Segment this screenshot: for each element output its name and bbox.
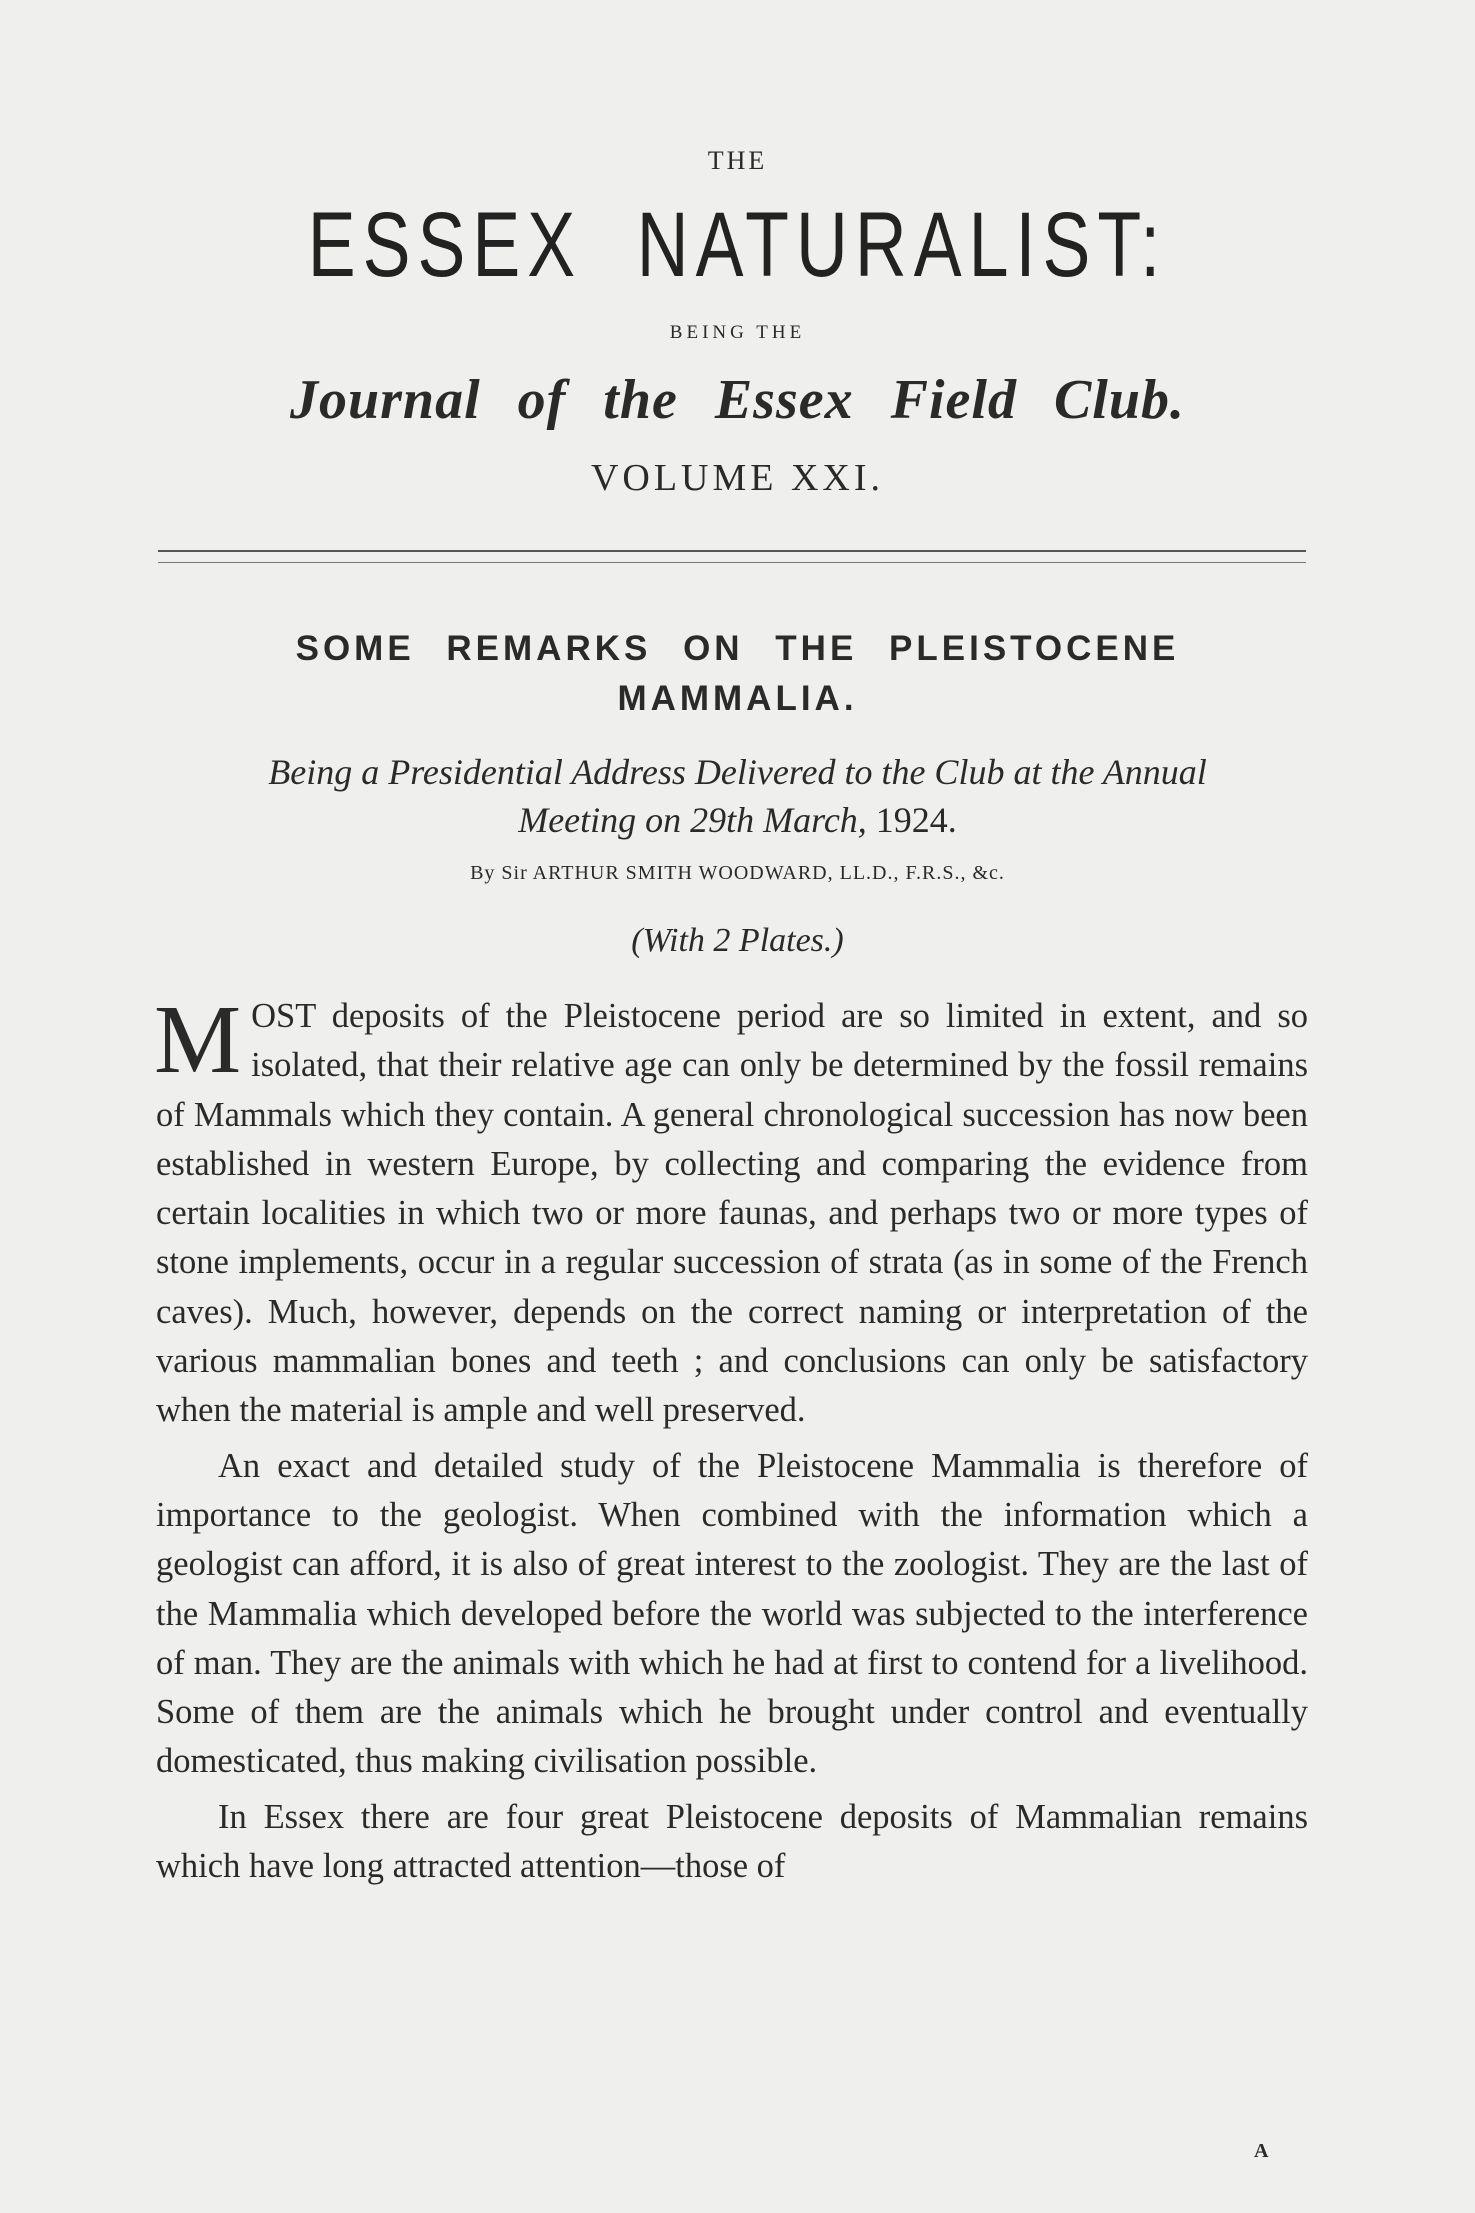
paragraph-1: [154, 986, 1308, 1436]
masthead-title-word2: NATURALIST: [636, 194, 1141, 296]
article-subtitle-line2-a: Meeting on 29th March,: [518, 800, 867, 840]
article-title: [140, 624, 1335, 724]
article-byline: By Sir ARTHUR SMITH WOODWARD, LL.D., F.R.S., &c.: [470, 862, 1005, 884]
article-plates-note: (With 2 Plates.): [631, 922, 844, 959]
masthead-volume: VOLUME XXI.: [590, 457, 885, 499]
masthead-being-the: BEING THE: [669, 322, 806, 343]
paragraph-1-text: OST deposits of the Pleistocene period are so limited in extent, and so isolated, that their relative age can only be determined by the fossil remains of Mammals which they contain. A general chronological succession has now been established in western Europe, by collecting and comparing the evidence from certain localities in which two or more faunas, and perhaps two or more types of stone implements, occur in a regular succession of strata (as in some of the French caves). Much, however, depends on the correct naming or interpretation of the various mammalian bones and teeth ; and conclusions can only be satisfactory when the material is ample and well preserved.: [156, 997, 1308, 1430]
masthead-rule-top: [158, 550, 1306, 552]
masthead-title: [162, 190, 1313, 300]
article-body: [154, 986, 1308, 1891]
masthead-journal-name: Journal of the Essex Field Club.: [289, 369, 1186, 431]
masthead-rule-bottom: [158, 562, 1306, 563]
article-title-line2: MAMMALIA.: [617, 679, 858, 718]
article-title-line1: SOME REMARKS ON THE PLEISTOCENE: [295, 629, 1180, 668]
signature-mark: A: [1254, 2140, 1269, 2162]
article-subtitle: [140, 748, 1335, 844]
paragraph-3: In Essex there are four great Pleistocene deposits of Mammalian remains which have long attracted attention—those of: [156, 1797, 1308, 1886]
masthead-the: THE: [707, 146, 768, 175]
masthead-title-punct: :: [1140, 194, 1168, 296]
masthead-title-word1: ESSEX: [307, 194, 583, 296]
paragraph-2: An exact and detailed study of the Pleistocene Mammalia is therefore of importance to the geologist. When combined with the information which a geologist can afford, it is also of great interest to the zoologist. They are the last of the Mammalia which developed before the world was subjected to the interference of man. They are the animals with which he had at first to contend for a livelihood. Some of them are the animals which he brought under control and eventually domesticated, thus making civilisation possible.: [156, 1446, 1308, 1781]
article-subtitle-line2-b: 1924.: [875, 800, 957, 840]
article-subtitle-line1: Being a Presidential Address Delivered to the Club at the Annual: [268, 752, 1207, 792]
drop-cap: M: [154, 986, 242, 1094]
